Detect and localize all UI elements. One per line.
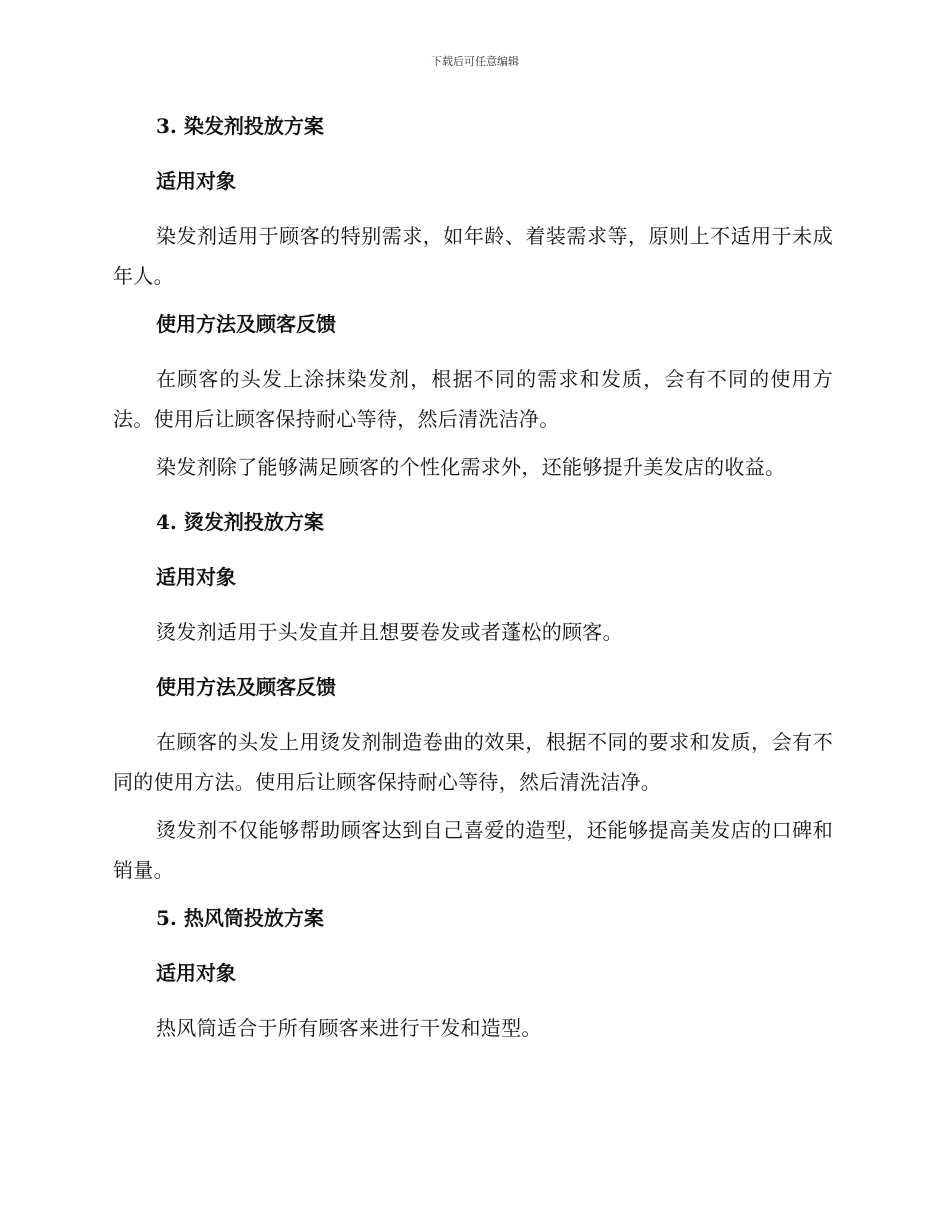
usage-label-4: 使用方法及顾客反馈 bbox=[156, 675, 336, 699]
section-title-3: 3. 染发剂投放方案 bbox=[156, 114, 324, 138]
usage-label-3: 使用方法及顾客反馈 bbox=[156, 312, 336, 336]
benefit-text-3: 染发剂除了能够满足顾客的个性化需求外，还能够提升美发店的收益。 bbox=[156, 455, 786, 479]
audience-label-5: 适用对象 bbox=[156, 961, 236, 985]
section-title-5: 5. 热风筒投放方案 bbox=[156, 906, 324, 930]
page-header: 下载后可任意编辑 bbox=[431, 55, 519, 68]
audience-text-3: 染发剂适用于顾客的特别需求，如年龄、着装需求等，原则上不适用于未成年人。 bbox=[113, 224, 833, 288]
audience-text-4: 烫发剂适用于头发直并且想要卷发或者蓬松的顾客。 bbox=[156, 620, 623, 644]
usage-text-4: 在顾客的头发上用烫发剂制造卷曲的效果，根据不同的要求和发质，会有不同的使用方法。使用后让顾客保持耐心等待，然后清洗洁净。 bbox=[113, 730, 833, 794]
audience-label-3: 适用对象 bbox=[156, 169, 236, 193]
document-body bbox=[113, 110, 833, 1067]
usage-text-3: 在顾客的头发上涂抹染发剂，根据不同的需求和发质，会有不同的使用方法。使用后让顾客保持耐心等待，然后清洗洁净。 bbox=[113, 367, 833, 431]
audience-label-4: 适用对象 bbox=[156, 565, 236, 589]
audience-text-5: 热风筒适合于所有顾客来进行干发和造型。 bbox=[156, 1016, 542, 1040]
benefit-text-4: 烫发剂不仅能够帮助顾客达到自己喜爱的造型，还能够提高美发店的口碑和销量。 bbox=[113, 818, 833, 882]
section-title-4: 4. 烫发剂投放方案 bbox=[156, 510, 324, 534]
